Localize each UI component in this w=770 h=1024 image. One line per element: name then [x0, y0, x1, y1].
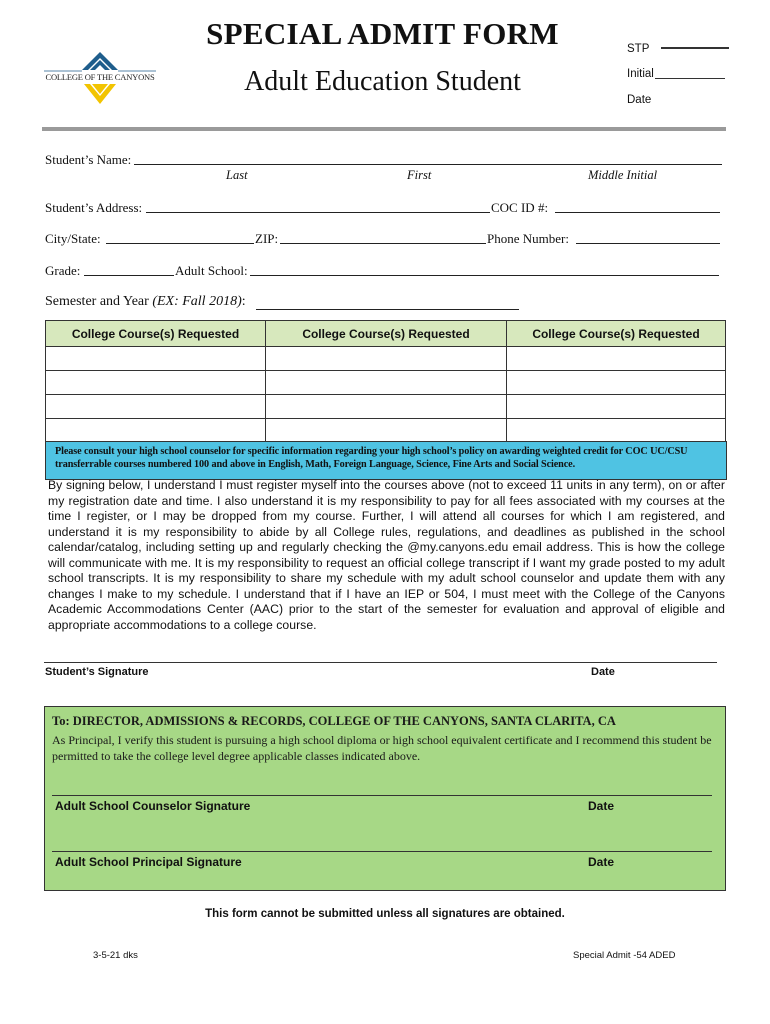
student-signature-field[interactable] — [44, 662, 717, 663]
first-name-sublabel: First — [407, 168, 432, 182]
agreement-paragraph: By signing below, I understand I must register myself into the courses above (not to exceed 11 units in any term), on or after my registration date and time. I also understand it is my responsibility to pay for all fees associated with my courses at the time I register, or I may be dropped from my course. Further, I will attend all courses for which I am registered, and understand it is my responsibility to abide by all College rules, regulations, and deadlines as published in the school calendar/catalog, including setting up and regularly checking the @my.canyons.edu email address. This is how the college will communicate with me. It is my responsibility to request an official college transcript if I want my grade posted to my adult school transcripts. It is my responsibility to share my schedule with my adult school counselor and update them with any changes I make to my schedule. I understand that if I have an IEP or 504, I must meet with the College of the Canyons Academic Accommodations Center (AAC) prior to the start of the semester for evaluation and approval of eligible and appropriate accommodations to a college course. — [48, 478, 725, 632]
signatures-required-notice: This form cannot be submitted unless all signatures are obtained. — [205, 908, 565, 920]
courses-table — [45, 320, 726, 443]
last-name-sublabel: Last — [226, 168, 248, 182]
course-header-2: College Course(s) Requested — [266, 321, 507, 347]
adult-school-label: Adult School: — [175, 263, 248, 278]
counselor-date-label: Date — [588, 799, 615, 813]
course-cell[interactable] — [507, 395, 726, 419]
address-field[interactable] — [146, 212, 490, 213]
form-code: Special Admit -54 ADED — [573, 950, 676, 961]
college-logo — [44, 50, 156, 108]
principal-verify-text: As Principal, I verify this student is pursuing a high school diploma or high school equivalent certificate and I recommend this student be permitted to take the college level degree applicable classes indicated above. — [52, 733, 712, 763]
address-label: Student’s Address: — [45, 200, 143, 215]
adult-school-field[interactable] — [250, 275, 719, 276]
table-row — [46, 419, 726, 443]
grade-field[interactable] — [84, 275, 174, 276]
course-cell[interactable] — [266, 371, 507, 395]
student-name-field[interactable] — [134, 164, 722, 165]
semester-label-group — [45, 294, 246, 310]
course-cell[interactable] — [46, 419, 266, 443]
stp-field[interactable] — [661, 47, 729, 49]
city-state-label: City/State: — [45, 231, 101, 246]
course-cell[interactable] — [46, 395, 266, 419]
semester-label: Semester and Year — [45, 294, 149, 309]
coc-id-field[interactable] — [555, 212, 720, 213]
course-cell[interactable] — [46, 371, 266, 395]
semester-example: (EX: Fall 2018) — [152, 294, 242, 309]
initial-field[interactable] — [655, 78, 725, 79]
grade-label: Grade: — [45, 263, 81, 278]
stp-label: STP — [627, 43, 650, 55]
form-subtitle: Adult Education Student — [244, 66, 521, 97]
zip-label: ZIP: — [255, 231, 279, 246]
middle-initial-sublabel: Middle Initial — [588, 168, 658, 182]
table-row — [46, 371, 726, 395]
semester-colon: : — [241, 294, 246, 309]
phone-label: Phone Number: — [487, 231, 569, 246]
course-cell[interactable] — [46, 347, 266, 371]
initial-label: Initial — [627, 68, 654, 80]
course-cell[interactable] — [266, 419, 507, 443]
zip-field[interactable] — [280, 243, 486, 244]
counselor-signature-field[interactable] — [52, 795, 712, 796]
phone-field[interactable] — [576, 243, 720, 244]
student-date-label: Date — [591, 666, 615, 678]
to-director-line: To: DIRECTOR, ADMISSIONS & RECORDS, COLLEGE OF THE CANYONS, SANTA CLARITA, CA — [52, 714, 616, 728]
revision-code: 3-5-21 dks — [93, 950, 138, 961]
header-divider — [42, 127, 726, 131]
semester-field[interactable] — [256, 309, 519, 310]
city-state-field[interactable] — [106, 243, 254, 244]
course-cell[interactable] — [507, 347, 726, 371]
form-title: SPECIAL ADMIT FORM — [206, 16, 559, 51]
course-cell[interactable] — [266, 347, 507, 371]
date-label: Date — [627, 94, 652, 106]
coc-id-label: COC ID #: — [491, 200, 549, 215]
weighted-credit-note: Please consult your high school counselor for specific information regarding your high school’s policy on awarding weighted credit for COC UC/CSU transferrable courses numbered 100 and above in English, Math, Foreign Language, Science, Fine Arts and Social Science. — [45, 441, 727, 480]
table-row — [46, 395, 726, 419]
principal-date-label: Date — [588, 855, 615, 869]
course-cell[interactable] — [507, 371, 726, 395]
student-name-label: Student’s Name: — [45, 152, 132, 167]
course-header-3: College Course(s) Requested — [507, 321, 726, 347]
student-signature-label: Student’s Signature — [45, 666, 149, 678]
course-cell[interactable] — [266, 395, 507, 419]
principal-signature-field[interactable] — [52, 851, 712, 852]
course-cell[interactable] — [507, 419, 726, 443]
counselor-signature-label: Adult School Counselor Signature — [55, 799, 251, 813]
course-header-1: College Course(s) Requested — [46, 321, 266, 347]
principal-signature-label: Adult School Principal Signature — [55, 855, 242, 869]
table-row — [46, 347, 726, 371]
logo-text: COLLEGE OF THE CANYONS — [45, 72, 155, 82]
